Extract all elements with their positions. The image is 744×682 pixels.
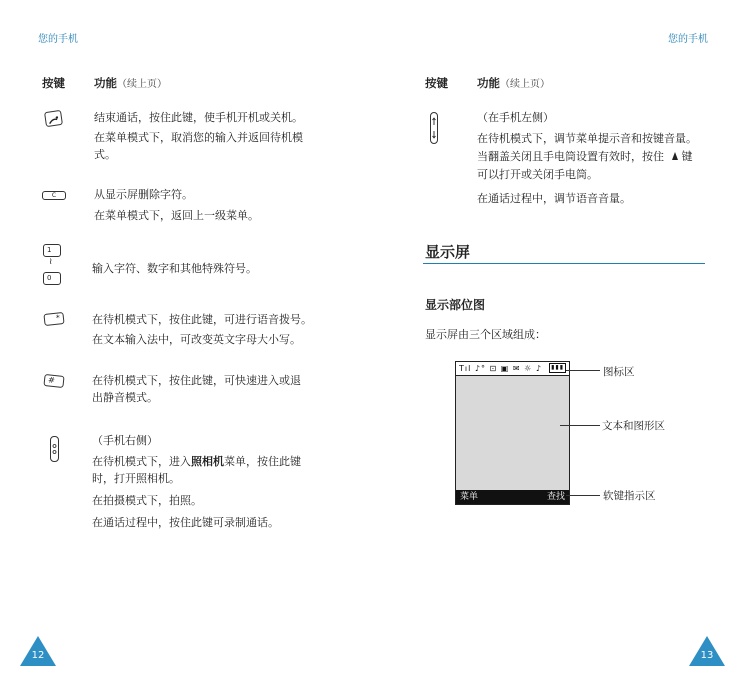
side-key-line-4: 可以打开或关闭手电筒。: [477, 168, 598, 181]
row-star-line-1: 在待机模式下，按住此键，可进行语音拨号。: [92, 313, 312, 326]
column-header-key-right: 按键: [425, 76, 448, 90]
side-key-line-1: （在手机左侧）: [477, 111, 554, 124]
volume-up-icon: [671, 151, 679, 161]
side-key-line-5: 在通话过程中，调节语音音量。: [477, 192, 631, 205]
side-key-line-3-b: 键: [681, 150, 693, 163]
soft-key-left: 菜单: [460, 492, 479, 502]
key-zero-icon: 0: [43, 272, 61, 285]
row-camera-line-3: 时，打开照相机。: [92, 472, 180, 485]
running-head-right: 您的手机: [668, 34, 708, 45]
callout-line-softkey: [566, 495, 600, 496]
hash-key-icon: #: [43, 374, 64, 388]
row-camera-line-2-a: 在待机模式下，进入: [92, 455, 191, 468]
column-header-continued-right: （续上页）: [500, 79, 550, 90]
soft-key-area: [456, 490, 569, 504]
callout-line-text: [560, 425, 600, 426]
row-clear-line-2: 在菜单模式下，返回上一级菜单。: [94, 209, 259, 222]
side-key-line-3: [477, 148, 693, 165]
callout-softkey-area: 软键指示区: [603, 490, 656, 502]
row-camera-line-5: 在通话过程中，按住此键可录制通话。: [92, 516, 279, 529]
key-one-icon: 1: [43, 244, 61, 257]
row-star-line-2: 在文本输入法中，可改变英文字母大小写。: [92, 333, 301, 346]
row-camera-line-4: 在拍摄模式下，拍照。: [92, 494, 202, 507]
end-call-key-icon: [44, 110, 63, 127]
section-rule: [423, 263, 705, 264]
row-end-call-line-2: 在菜单模式下，取消您的输入并返回待机模: [94, 131, 303, 144]
row-number-keys-line-1: 输入字符、数字和其他特殊符号。: [92, 262, 257, 275]
column-header-continued: （续上页）: [117, 79, 167, 90]
running-head-left: 您的手机: [38, 34, 78, 45]
row-clear-line-1: 从显示屏删除字符。: [94, 188, 193, 201]
display-diagram: [455, 361, 570, 505]
row-end-call-line-3: 式。: [94, 148, 116, 161]
icon-area: [456, 362, 569, 376]
intro-text: 显示屏由三个区域组成：: [425, 328, 546, 341]
volume-side-key-icon: [430, 112, 438, 144]
sub-title: 显示部位图: [425, 298, 486, 312]
number-keys-icon: [43, 244, 63, 288]
column-header-function-right: [477, 75, 550, 91]
column-header-function-label-right: 功能: [477, 76, 500, 90]
row-camera-line-1: （手机右侧）: [92, 434, 158, 447]
camera-menu-name: 照相机: [191, 455, 224, 468]
column-header-function-label: 功能: [94, 76, 117, 90]
row-camera-line-2: [92, 453, 301, 470]
callout-icon-area: 图标区: [603, 366, 635, 378]
column-header-function: [94, 75, 167, 91]
range-tilde-icon: ≀: [49, 257, 53, 267]
camera-side-key-icon: [50, 436, 59, 462]
page-number-right: 13: [700, 650, 714, 661]
row-end-call-line-1: 结束通话，按住此键，使手机开机或关机。: [94, 111, 303, 124]
star-key-icon: *: [43, 312, 64, 326]
section-title: 显示屏: [425, 243, 471, 261]
callout-line-icons: [566, 370, 600, 371]
soft-key-right: 查找: [546, 492, 565, 502]
row-camera-line-2-b: 菜单，按住此键: [224, 455, 301, 468]
callout-text-area: 文本和图形区: [602, 420, 665, 432]
side-key-line-3-a: 当翻盖关闭且手电筒设置有效时，按住: [477, 150, 664, 163]
clear-key-icon: C: [42, 191, 66, 200]
page-number-left: 12: [31, 650, 45, 661]
column-header-key: 按键: [42, 76, 65, 90]
battery-icon: ▮▮▮: [551, 364, 564, 371]
row-hash-line-1: 在待机模式下，按住此键，可快速进入或退: [92, 374, 301, 387]
side-key-line-2: 在待机模式下，调节菜单提示音和按键音量。: [477, 132, 697, 145]
status-icons: Tıl ♪° ⊡ ▣ ✉ ☼ ♪: [459, 364, 542, 373]
text-graphic-area: [456, 376, 569, 490]
row-hash-line-2: 出静音模式。: [92, 391, 158, 404]
